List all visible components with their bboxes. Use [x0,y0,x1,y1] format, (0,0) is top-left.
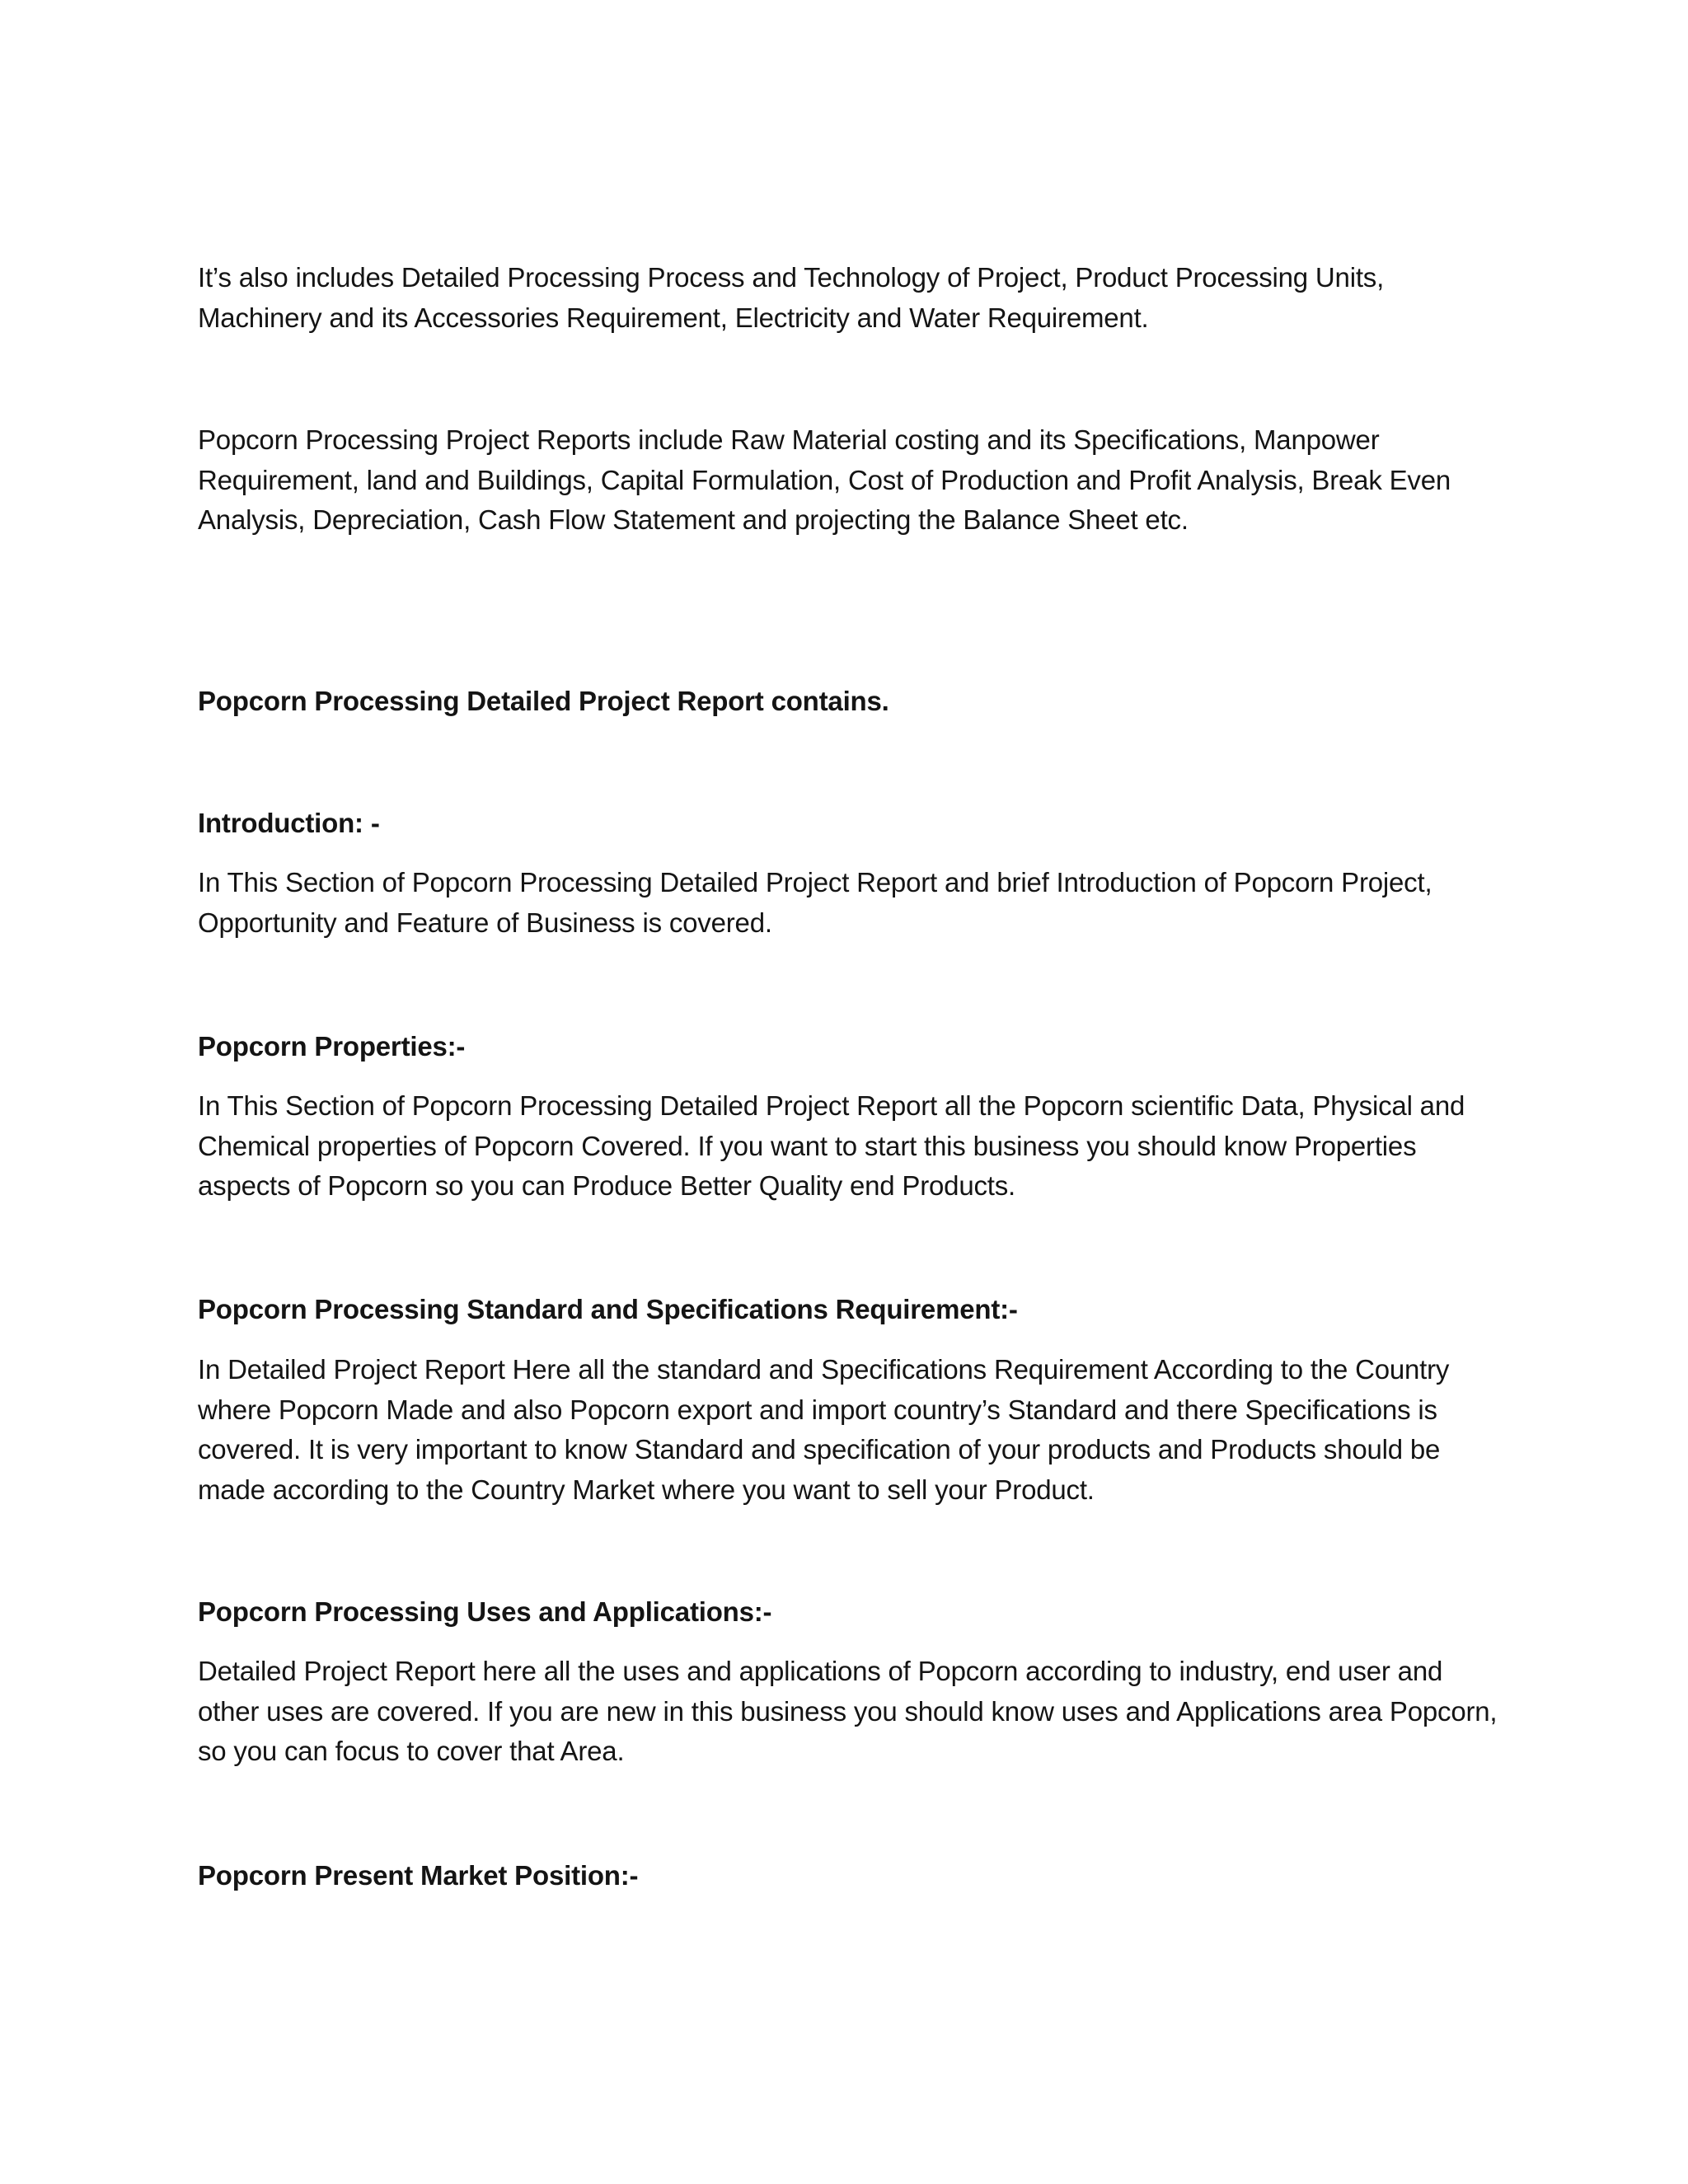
section-body-standards: In Detailed Project Report Here all the standard and Specifications Requirement According to the Country where Popcorn Made and also Popcorn export and import country’s Standard and there Specifications is covered. It is very important to know Standard and specification of your products and Products should be made according to the Country Market where you want to sell your Product. [198,1354,1450,1505]
section-heading-market-position: Popcorn Present Market Position:- [198,1860,639,1891]
intro-paragraph-2: Popcorn Processing Project Reports include Raw Material costing and its Specifications, Manpower Requirement, land and Buildings, Capital Formulation, Cost of Production and Profit Analysis, Break Even Analysis, Depreciation, Cash Flow Statement and projecting the Balance Sheet etc. [198,424,1451,535]
section-heading-introduction: Introduction: - [198,808,380,838]
main-heading: Popcorn Processing Detailed Project Report contains. [198,686,889,716]
section-heading-standards: Popcorn Processing Standard and Specifications Requirement:- [198,1294,1018,1324]
section-heading-properties: Popcorn Properties:- [198,1031,466,1062]
section-body-uses: Detailed Project Report here all the uses and applications of Popcorn according to industry, end user and other uses are covered. If you are new in this business you should know uses and Applications area Popcorn, so you can focus to cover that Area. [198,1656,1498,1766]
intro-paragraph-1: It’s also includes Detailed Processing Process and Technology of Project, Product Processing Units, Machinery and its Accessories Requirement, Electricity and Water Requirement. [198,262,1385,333]
section-heading-uses: Popcorn Processing Uses and Applications:- [198,1596,772,1627]
section-body-introduction: In This Section of Popcorn Processing Detailed Project Report and brief Introduction of Popcorn Project, Opportunity and Feature of Business is covered. [198,867,1432,938]
section-body-properties: In This Section of Popcorn Processing Detailed Project Report all the Popcorn scientific Data, Physical and Chemical properties of Popcorn Covered. If you want to start this business you should know Properties aspects of Popcorn so you can Produce Better Quality end Products. [198,1090,1465,1201]
